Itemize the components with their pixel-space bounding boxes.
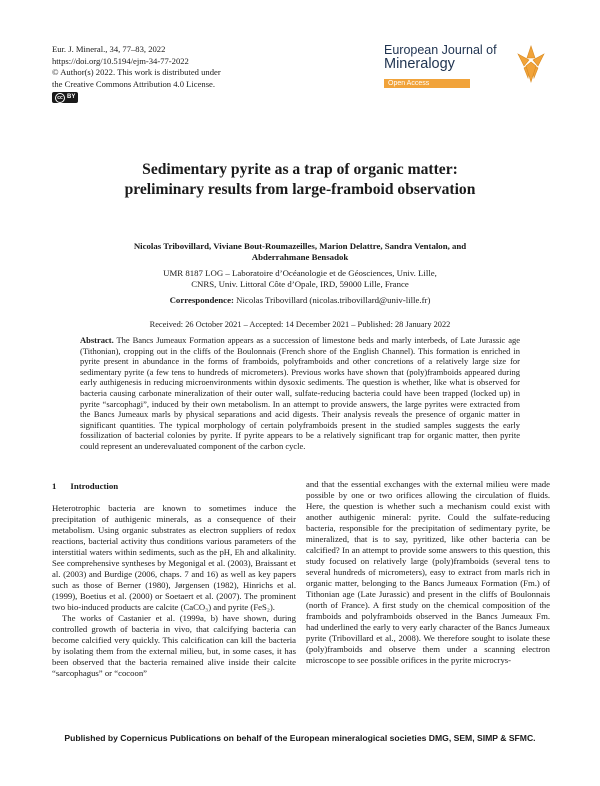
cc-icon: cc [55,93,65,103]
license-line: the Creative Commons Attribution 4.0 License. [52,78,216,89]
logo-line2: Mineralogy [384,56,455,72]
authors [0,241,600,263]
journal-citation: Eur. J. Mineral., 34, 77–83, 2022 [52,44,166,54]
publication-dates: Received: 26 October 2021 – Accepted: 14 December 2021 – Published: 28 January 2022 [149,320,451,329]
affiliation-line1: UMR 8187 LOG – Laboratoire d’Océanologie et de Géosciences, Univ. Lille, [163,268,437,278]
authors-line1: Nicolas Tribovillard, Viviane Bout-Roumazeilles, Marion Delattre, Sandra Ventalon, and [133,241,467,251]
correspondence-text[interactable]: Nicolas Tribovillard (nicolas.tribovillard@univ-lille.fr) [236,295,431,305]
journal-logo [384,44,554,86]
copyright-line: © Author(s) 2022. This work is distributed under [52,67,221,78]
affiliation [0,268,600,290]
publisher-footer: Published by Copernicus Publications on behalf of the European mineralogical societies DMG, SEM, SIMP & SFMC. [64,733,536,743]
correspondence [0,295,600,305]
authors-line2: Abderrahmane Bensadok [251,252,349,262]
affiliation-line2: CNRS, Univ. Littoral Côte d’Opale, IRD, 59000 Lille, France [191,279,409,289]
open-access-label: Open Access [384,79,470,88]
section-number: 1 [52,481,57,491]
logo-line1: European Journal of [384,43,497,57]
title-line2: preliminary results from large-framboid observation [124,181,476,198]
column-right [306,479,550,666]
doi-link[interactable]: https://doi.org/10.5194/ejm-34-77-2022 [52,55,189,66]
intro-paragraph-2: The works of Castanier et al. (1999a, b) have shown, during controlled growth of bacteria in vivo, that calcifying bacteria can become calcified very quickly. This calcification can kill the bacteria by isolating them from the external milieu, but, in some cases, it has been observed that the bacteria remained alive inside their calcite “sarcophagus” or “cocoon” [52,613,296,678]
column-left [52,481,296,679]
by-label: BY [67,94,76,101]
abstract-label: Abstract. [80,335,114,345]
abstract-text: The Bancs Jumeaux Formation appears as a succession of limestone beds and marly interbeds, of Late Jurassic age (Tithonian), cropping out in the cliffs of the Boulonnais (French shore of the English Channel). This formation is enriched in pyrite present in abundance in the forms of framboids, polyframboids and other concretions of a relatively large size for sedimentary pyrite (a few tens to hundreds of micrometers). Previous works have shown that (poly)framboids appeared during early authigenesis in reducing microenvironments within dysoxic sediments. The question is whether, like what is observed for bacteria causing carbonate mineralization of their outer wall, sulfate-reducing bacteria could have been trapped (locked up) in pyrite “sarcophagi”, induced by their own metabolism. In an attempt to provide answers, the large pyrites were extracted from the Bancs Jumeaux marls by physical separations and acid digests. Their analysis reveals the presence of organic matter in significant quantities. The typical morphology of certain polyframboids present in the studied samples suggests the early fossilization of bacterial colonies by pyrite. If pyrite appears to be a relatively significant trap for organic matter, then pyrite could represent an underevaluated component of the carbon cycle. [80,335,520,451]
section-heading [52,481,296,492]
abstract [80,335,520,452]
title-line1: Sedimentary pyrite as a trap of organic matter: [142,161,458,178]
section-title: Introduction [70,481,119,491]
intro-paragraph-1: Heterotrophic bacteria are known to sometimes induce the precipitation of authigenic minerals, as a consequence of their metabolism. Using organic substrates as electron suppliers of redox reactions, bacterial activity thus conditions various parameters of the interstitial waters within sediments, such as the pH, Eh and alkalinity. See comprehensive syntheses by Megonigal et al. (2003), Braissant et al. (2003) and Burdige (2006, chaps. 7 and 16) as well as key papers such as those of Berner (1980), Jørgensen (1982), Hinrichs et al. (1999), Boetius et al. (2000) or Soetaert et al. (2007). The prominent two bio-induced products are calcite (CaCO₃) and pyrite (FeS₂). [52,503,296,612]
crystal-logo-icon [514,44,548,84]
correspondence-label: Correspondence: [169,295,234,305]
intro-paragraph-3: and that the essential exchanges with the external milieu were made possible by one or two orifices allowing the circulation of fluids. Here, the question is whether such a mechanism could exist with another authigenic mineral: pyrite. Could the sulfate-reducing bacteria, responsible for the precipitation of sedimentary pyrite, be mineralized, that is to say, pyritized, like other bacteria can be calcified? In an attempt to provide some answers to this question, this study focused on relatively large (poly)framboids (several tens to several hundreds of micrometers), easy to extract from marls rich in organic matter, belonging to the Bancs Jumeaux Formation (Fm.) of Tithonian age (Late Jurassic) and present in the cliffs of Boulonnais (north of France). A first study on the chemical composition of the framboids and polyframboids observed in the Bancs Jumeaux Fm. had underlined the early to very early character of the Bancs Jumeaux pyrite (Tribovillard et al., 2008). We therefore sought to isolate these (poly)framboids and observe them under a scanning electron microscope to see possible orifices in the pyrite microcrys- [306,479,550,665]
paper-title [0,160,600,200]
cc-by-badge[interactable] [52,92,78,103]
article-meta [52,44,221,103]
